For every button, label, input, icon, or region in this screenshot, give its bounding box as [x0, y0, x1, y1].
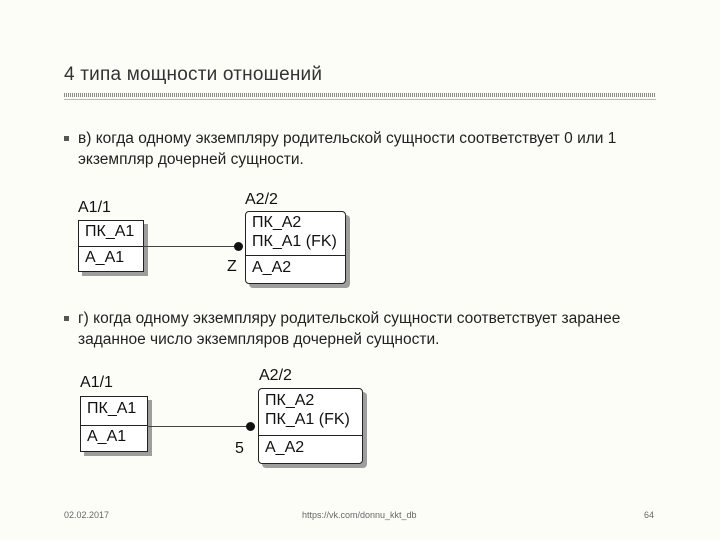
bullet-mark	[64, 316, 69, 321]
cardinality-label: Z	[227, 258, 237, 275]
title-divider-thin	[64, 99, 656, 100]
child-entity	[245, 211, 346, 284]
child-attribute: A_A2	[265, 439, 305, 456]
child-foreign-key: ПК_A1 (FK)	[265, 411, 350, 428]
parent-entity	[80, 396, 148, 452]
child-entity-title: A2/2	[245, 191, 278, 208]
parent-attribute: A_A1	[87, 428, 127, 445]
parent-entity	[78, 220, 144, 272]
bullet-g	[64, 308, 664, 350]
child-entity	[258, 388, 363, 464]
child-key: ПК_A2	[265, 392, 315, 409]
entity-divider	[259, 435, 362, 436]
parent-entity-title: A1/1	[78, 199, 111, 216]
footer-date: 02.02.2017	[64, 510, 110, 520]
entity-divider	[81, 425, 147, 426]
child-entity-title: A2/2	[259, 367, 292, 384]
entity-divider	[79, 246, 143, 247]
relationship-end-dot	[234, 242, 243, 251]
child-attribute: A_A2	[252, 259, 292, 276]
bullet-v	[64, 128, 664, 170]
bullet-mark	[64, 136, 69, 141]
slide-title: 4 типа мощности отношений	[64, 64, 323, 85]
bullet-g-text: г) когда одному экземпляру родительской сущности соответствует заранее заданное число экземпляров дочерней сущности.	[78, 310, 621, 348]
parent-entity-title: A1/1	[80, 374, 113, 391]
cardinality-label: 5	[235, 440, 244, 457]
child-key: ПК_A2	[252, 214, 302, 231]
relationship-line	[147, 426, 251, 427]
bullet-v-text: в) когда одному экземпляру родительской сущности соответствует 0 или 1 экземпляр дочерней сущности.	[78, 130, 617, 168]
child-foreign-key: ПК_A1 (FK)	[252, 233, 337, 250]
parent-key: ПК_A1	[87, 400, 137, 417]
relationship-line	[143, 246, 239, 247]
relationship-end-dot	[246, 422, 255, 431]
parent-attribute: A_A1	[85, 249, 125, 266]
title-divider	[64, 93, 656, 97]
footer-url[interactable]: https://vk.com/donnu_kkt_db	[302, 510, 417, 520]
parent-key: ПК_A1	[85, 223, 135, 240]
entity-divider	[246, 255, 345, 256]
footer-page-number: 64	[644, 510, 655, 520]
